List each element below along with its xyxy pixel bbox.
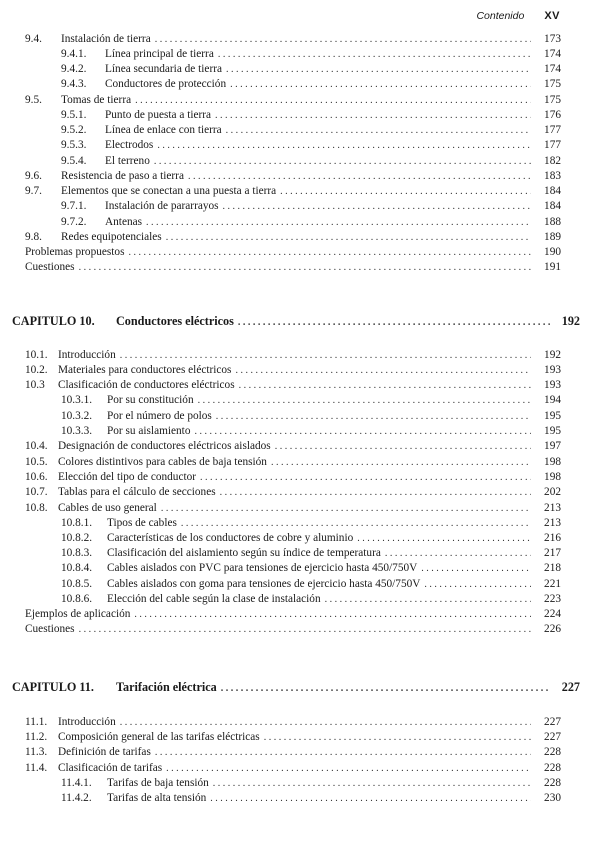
toc-entry-page: 188 bbox=[544, 216, 561, 228]
toc-row bbox=[0, 622, 600, 637]
toc-entry-page: 195 bbox=[544, 425, 561, 437]
toc-row bbox=[0, 260, 600, 275]
dot-leader bbox=[200, 470, 531, 485]
toc-entry-number: 9.4.2. bbox=[61, 63, 87, 75]
toc-entry[interactable] bbox=[61, 77, 561, 92]
toc-entry-title: Redes equipotenciales bbox=[61, 231, 162, 243]
toc-entry-page: 228 bbox=[544, 746, 561, 758]
toc-entry[interactable] bbox=[25, 745, 561, 760]
toc-entry-page: 177 bbox=[544, 139, 561, 151]
dot-leader bbox=[188, 169, 531, 184]
toc-entry-title: Elección del cable según la clase de instalación bbox=[107, 593, 321, 605]
toc-entry-title: Por su aislamiento bbox=[107, 425, 191, 437]
toc-entry[interactable] bbox=[25, 485, 561, 500]
toc-chapter-row bbox=[0, 680, 600, 695]
toc-row bbox=[0, 123, 600, 138]
toc-entry[interactable] bbox=[61, 393, 561, 408]
toc-entry[interactable] bbox=[61, 108, 561, 123]
toc-entry-page: 198 bbox=[544, 471, 561, 483]
dot-leader bbox=[221, 681, 550, 696]
toc-row bbox=[0, 363, 600, 378]
toc-entry-page: 183 bbox=[544, 170, 561, 182]
toc-entry-number: 9.7.2. bbox=[61, 216, 87, 228]
toc-entry-title: Problemas propuestos bbox=[25, 246, 125, 258]
toc-entry-page: 224 bbox=[544, 608, 561, 620]
toc-entry[interactable] bbox=[61, 199, 561, 214]
toc-chapter-row bbox=[0, 314, 600, 329]
toc-entry-page: 192 bbox=[544, 349, 561, 361]
toc-entry[interactable] bbox=[25, 439, 561, 454]
toc-entry[interactable] bbox=[25, 470, 561, 485]
toc-entry[interactable] bbox=[25, 761, 561, 776]
toc-entry-title: Introducción bbox=[58, 349, 116, 361]
dot-leader bbox=[79, 622, 531, 637]
toc-row bbox=[0, 215, 600, 230]
toc-entry-title: Conductores de protección bbox=[105, 78, 227, 90]
toc-entry[interactable] bbox=[61, 138, 561, 153]
toc-row bbox=[0, 455, 600, 470]
toc-entry-title: Clasificación de tarifas bbox=[58, 762, 163, 774]
dot-leader bbox=[166, 761, 531, 776]
toc-entry[interactable] bbox=[25, 730, 561, 745]
toc-entry-page: 195 bbox=[544, 410, 561, 422]
dot-leader bbox=[280, 184, 531, 199]
toc-entry-title: Por el número de polos bbox=[107, 410, 212, 422]
toc-row bbox=[0, 730, 600, 745]
toc-entry[interactable] bbox=[61, 62, 561, 77]
toc-entry-title: Conductores eléctricos bbox=[116, 314, 234, 328]
toc-entry-title: Cuestiones bbox=[25, 623, 75, 635]
toc-entry-page: 191 bbox=[544, 261, 561, 273]
toc-row bbox=[0, 393, 600, 408]
toc-row bbox=[0, 791, 600, 806]
toc-entry-number: 10.8. bbox=[25, 502, 48, 514]
toc-entry-title: Instalación de tierra bbox=[61, 33, 151, 45]
toc-entry-number: 10.8.1. bbox=[61, 517, 93, 529]
toc-entry-number: 11.4.1. bbox=[61, 777, 92, 789]
toc-row bbox=[0, 501, 600, 516]
toc-entry-page: 221 bbox=[544, 578, 561, 590]
dot-leader bbox=[134, 607, 531, 622]
dot-leader bbox=[215, 108, 531, 123]
toc-entry-title: Introducción bbox=[58, 716, 116, 728]
dot-leader bbox=[120, 715, 531, 730]
toc-row bbox=[0, 424, 600, 439]
toc-entry-page: 189 bbox=[544, 231, 561, 243]
toc-row bbox=[0, 108, 600, 123]
toc-entry-number: 11.4. bbox=[25, 762, 48, 774]
toc-entry-number: 10.8.2. bbox=[61, 532, 93, 544]
toc-row bbox=[0, 439, 600, 454]
toc-entry-number: 10.3.1. bbox=[61, 394, 93, 406]
toc-row bbox=[0, 592, 600, 607]
toc-entry-title: Características de los conductores de cobre y aluminio bbox=[107, 532, 354, 544]
toc-entry-page: 197 bbox=[544, 440, 561, 452]
toc-entry-page: 198 bbox=[544, 456, 561, 468]
toc-entry-page: 193 bbox=[544, 379, 561, 391]
toc-row bbox=[0, 169, 600, 184]
dot-leader bbox=[230, 77, 531, 92]
toc-entry[interactable] bbox=[61, 561, 561, 576]
dot-leader bbox=[154, 154, 531, 169]
dot-leader bbox=[421, 561, 531, 576]
toc-row bbox=[0, 47, 600, 62]
toc-entry-title: Clasificación de conductores eléctricos bbox=[58, 379, 235, 391]
toc-row bbox=[0, 546, 600, 561]
dot-leader bbox=[226, 62, 531, 77]
toc-entry-number: 9.5. bbox=[25, 94, 42, 106]
toc-entry-number: CAPITULO 11. bbox=[12, 680, 94, 694]
toc-row bbox=[0, 485, 600, 500]
toc-entry-page: 194 bbox=[544, 394, 561, 406]
toc-entry-number: 10.2. bbox=[25, 364, 48, 376]
dot-leader bbox=[385, 546, 531, 561]
toc-entry-number: 10.8.3. bbox=[61, 547, 93, 559]
toc-entry-title: Definición de tarifas bbox=[58, 746, 151, 758]
toc-entry-page: 226 bbox=[544, 623, 561, 635]
toc-entry[interactable] bbox=[25, 348, 561, 363]
toc-entry-title: Resistencia de paso a tierra bbox=[61, 170, 184, 182]
toc-row bbox=[0, 32, 600, 47]
toc-entry[interactable] bbox=[25, 32, 561, 47]
dot-leader bbox=[216, 409, 531, 424]
toc-entry-title: Instalación de pararrayos bbox=[105, 200, 219, 212]
dot-leader bbox=[161, 501, 531, 516]
toc-row bbox=[0, 230, 600, 245]
toc-entry-page: 175 bbox=[544, 78, 561, 90]
toc-entry-number: 11.3. bbox=[25, 746, 48, 758]
toc-entry-title: Línea principal de tierra bbox=[105, 48, 214, 60]
toc-row bbox=[0, 470, 600, 485]
toc-row bbox=[0, 607, 600, 622]
toc-entry[interactable] bbox=[61, 776, 561, 791]
toc-row bbox=[0, 531, 600, 546]
toc-entry[interactable] bbox=[25, 501, 561, 516]
dot-leader bbox=[218, 47, 531, 62]
toc-entry-page: 193 bbox=[544, 364, 561, 376]
toc-row bbox=[0, 138, 600, 153]
toc-row bbox=[0, 154, 600, 169]
toc-entry-title: Ejemplos de aplicación bbox=[25, 608, 131, 620]
toc-entry[interactable] bbox=[25, 378, 561, 393]
toc-entry-page: 174 bbox=[544, 63, 561, 75]
toc-entry-number: 10.8.6. bbox=[61, 593, 93, 605]
toc-entry-title: Composición general de las tarifas eléctricas bbox=[58, 731, 260, 743]
toc-entry-title: Antenas bbox=[105, 216, 143, 228]
toc-entry-number: 9.7.1. bbox=[61, 200, 87, 212]
toc-entry[interactable] bbox=[25, 230, 561, 245]
toc-row bbox=[0, 62, 600, 77]
toc-entry-title: Designación de conductores eléctricos aislados bbox=[58, 440, 271, 452]
toc-entry-title: Electrodos bbox=[105, 139, 154, 151]
toc-entry[interactable] bbox=[61, 531, 561, 546]
toc-entry-number: 9.4.3. bbox=[61, 78, 87, 90]
toc-entry[interactable] bbox=[61, 154, 561, 169]
toc-row bbox=[0, 577, 600, 592]
toc-entry-title: Línea de enlace con tierra bbox=[105, 124, 222, 136]
dot-leader bbox=[135, 93, 531, 108]
toc-entry[interactable] bbox=[25, 622, 561, 637]
toc-entry[interactable] bbox=[61, 409, 561, 424]
toc-entry-number: 9.4.1. bbox=[61, 48, 87, 60]
toc-entry-title: Colores distintivos para cables de baja tensión bbox=[58, 456, 267, 468]
toc-entry-page: 174 bbox=[544, 48, 561, 60]
dot-leader bbox=[424, 577, 531, 592]
toc-entry[interactable] bbox=[61, 592, 561, 607]
toc-row bbox=[0, 245, 600, 260]
toc-entry-page: 176 bbox=[544, 109, 561, 121]
toc-entry-number: 10.1. bbox=[25, 349, 48, 361]
dot-leader bbox=[264, 730, 531, 745]
toc-row bbox=[0, 93, 600, 108]
toc-entry-number: 9.8. bbox=[25, 231, 42, 243]
toc-entry-page: 184 bbox=[544, 185, 561, 197]
toc-entry-number: CAPITULO 10. bbox=[12, 314, 95, 328]
toc-entry-page: 230 bbox=[544, 792, 561, 804]
toc-entry-page: 227 bbox=[561, 680, 580, 694]
toc-row bbox=[0, 348, 600, 363]
toc-entry[interactable] bbox=[61, 123, 561, 138]
toc-entry[interactable] bbox=[25, 363, 561, 378]
toc-entry-page: 173 bbox=[544, 33, 561, 45]
toc-row bbox=[0, 761, 600, 776]
toc-entry-number: 9.7. bbox=[25, 185, 42, 197]
toc-entry-number: 10.3 bbox=[25, 379, 45, 391]
toc-entry-page: 218 bbox=[544, 562, 561, 574]
toc-entry-number: 10.7. bbox=[25, 486, 48, 498]
toc-entry-number: 10.6. bbox=[25, 471, 48, 483]
dot-leader bbox=[120, 348, 531, 363]
toc-entry-title: Clasificación del aislamiento según su índice de temperatura bbox=[107, 547, 381, 559]
toc-row bbox=[0, 409, 600, 424]
toc-entry[interactable] bbox=[12, 680, 580, 696]
toc-entry[interactable] bbox=[12, 314, 580, 330]
toc-entry-number: 11.2. bbox=[25, 731, 48, 743]
dot-leader bbox=[128, 245, 531, 260]
toc-entry-page: 228 bbox=[544, 777, 561, 789]
toc-entry-page: 228 bbox=[544, 762, 561, 774]
toc-entry-number: 10.5. bbox=[25, 456, 48, 468]
dot-leader bbox=[275, 439, 531, 454]
toc-entry-title: Elección del tipo de conductor bbox=[58, 471, 197, 483]
toc-entry-title: Elementos que se conectan a una puesta a tierra bbox=[61, 185, 277, 197]
toc-entry[interactable] bbox=[25, 169, 561, 184]
toc-row bbox=[0, 199, 600, 214]
dot-leader bbox=[166, 230, 531, 245]
toc-entry-page: 182 bbox=[544, 155, 561, 167]
toc-entry-title: Por su constitución bbox=[107, 394, 194, 406]
toc-entry-number: 10.8.4. bbox=[61, 562, 93, 574]
dot-leader bbox=[181, 516, 531, 531]
toc-entry[interactable] bbox=[25, 715, 561, 730]
dot-leader bbox=[198, 393, 531, 408]
page-number: XV bbox=[544, 10, 560, 22]
dot-leader bbox=[79, 260, 531, 275]
toc-entry-number: 9.5.1. bbox=[61, 109, 87, 121]
toc-entry-page: 175 bbox=[544, 94, 561, 106]
toc-entry[interactable] bbox=[61, 516, 561, 531]
page-header bbox=[476, 10, 560, 26]
toc-entry[interactable] bbox=[61, 791, 561, 806]
toc-entry-number: 9.5.3. bbox=[61, 139, 87, 151]
toc-row bbox=[0, 378, 600, 393]
toc-row bbox=[0, 776, 600, 791]
toc-entry-title: Cables aislados con PVC para tensiones de ejercicio hasta 450/750V bbox=[107, 562, 418, 574]
toc-entry-title: Punto de puesta a tierra bbox=[105, 109, 212, 121]
dot-leader bbox=[155, 32, 531, 47]
toc-entry-page: 177 bbox=[544, 124, 561, 136]
dot-leader bbox=[238, 315, 550, 330]
toc-entry-title: Materiales para conductores eléctricos bbox=[58, 364, 232, 376]
toc-entry-page: 227 bbox=[544, 716, 561, 728]
toc-row bbox=[0, 77, 600, 92]
toc-entry-number: 10.8.5. bbox=[61, 578, 93, 590]
toc-entry-number: 10.3.3. bbox=[61, 425, 93, 437]
toc-entry[interactable] bbox=[61, 47, 561, 62]
toc-entry-title: Tipos de cables bbox=[107, 517, 177, 529]
dot-leader bbox=[220, 485, 531, 500]
toc-entry-number: 9.5.4. bbox=[61, 155, 87, 167]
toc-entry-number: 10.4. bbox=[25, 440, 48, 452]
toc-entry-page: 190 bbox=[544, 246, 561, 258]
toc-entry[interactable] bbox=[61, 424, 561, 439]
dot-leader bbox=[213, 776, 531, 791]
dot-leader bbox=[223, 199, 531, 214]
toc-row bbox=[0, 715, 600, 730]
toc-entry[interactable] bbox=[61, 546, 561, 561]
toc-entry-title: Cables aislados con goma para tensiones de ejercicio hasta 450/750V bbox=[107, 578, 421, 590]
toc-entry[interactable] bbox=[25, 245, 561, 260]
dot-leader bbox=[226, 123, 531, 138]
toc-entry-title: Tarifas de baja tensión bbox=[107, 777, 209, 789]
toc-entry-number: 9.6. bbox=[25, 170, 42, 182]
toc-row bbox=[0, 184, 600, 199]
toc-entry-number: 11.1. bbox=[25, 716, 48, 728]
toc-entry-page: 227 bbox=[544, 731, 561, 743]
toc-entry-page: 202 bbox=[544, 486, 561, 498]
dot-leader bbox=[235, 363, 531, 378]
running-title: Contenido bbox=[476, 10, 525, 22]
dot-leader bbox=[146, 215, 531, 230]
toc-entry-number: 11.4.2. bbox=[61, 792, 92, 804]
dot-leader bbox=[210, 791, 531, 806]
toc-entry-page: 184 bbox=[544, 200, 561, 212]
toc-entry[interactable] bbox=[25, 607, 561, 622]
dot-leader bbox=[194, 424, 531, 439]
toc-entry-page: 216 bbox=[544, 532, 561, 544]
toc-entry-page: 223 bbox=[544, 593, 561, 605]
toc-entry-number: 10.3.2. bbox=[61, 410, 93, 422]
toc-entry-title: Cuestiones bbox=[25, 261, 75, 273]
toc-entry-title: Línea secundaria de tierra bbox=[105, 63, 222, 75]
toc-entry[interactable] bbox=[61, 577, 561, 592]
dot-leader bbox=[155, 745, 531, 760]
toc-entry-page: 213 bbox=[544, 517, 561, 529]
toc-row bbox=[0, 745, 600, 760]
toc-entry[interactable] bbox=[25, 184, 561, 199]
toc-entry-title: Tomas de tierra bbox=[61, 94, 132, 106]
toc-entry-page: 213 bbox=[544, 502, 561, 514]
toc-entry-number: 9.5.2. bbox=[61, 124, 87, 136]
toc-entry-page: 217 bbox=[544, 547, 561, 559]
dot-leader bbox=[271, 455, 531, 470]
toc-entry[interactable] bbox=[25, 93, 561, 108]
dot-leader bbox=[239, 378, 531, 393]
toc-row bbox=[0, 516, 600, 531]
toc-entry-title: Cables de uso general bbox=[58, 502, 157, 514]
toc-entry-title: Tablas para el cálculo de secciones bbox=[58, 486, 216, 498]
toc-entry-page: 192 bbox=[561, 314, 580, 328]
toc-entry[interactable] bbox=[61, 215, 561, 230]
toc-entry-title: Tarifación eléctrica bbox=[116, 680, 217, 694]
toc-entry-number: 9.4. bbox=[25, 33, 42, 45]
toc-entry[interactable] bbox=[25, 260, 561, 275]
toc-row bbox=[0, 561, 600, 576]
dot-leader bbox=[157, 138, 531, 153]
dot-leader bbox=[357, 531, 531, 546]
toc-entry[interactable] bbox=[25, 455, 561, 470]
toc-entry-title: El terreno bbox=[105, 155, 150, 167]
dot-leader bbox=[325, 592, 531, 607]
toc-entry-title: Tarifas de alta tensión bbox=[107, 792, 207, 804]
